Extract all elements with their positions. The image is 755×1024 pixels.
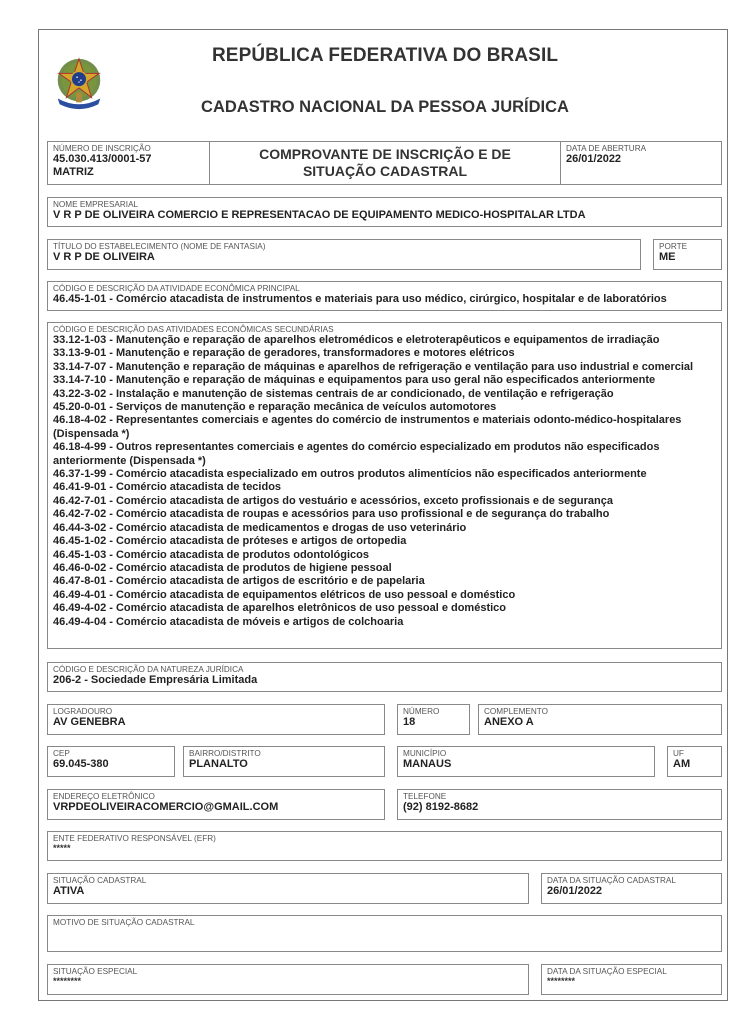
list-item: 46.49-4-04 - Comércio atacadista de móveis e artigos de colchoaria [53, 615, 404, 628]
situacao-especial-box [47, 964, 529, 995]
uf-label: UF [673, 749, 684, 758]
list-item: 46.42-7-02 - Comércio atacadista de roupas e acessórios para uso profissional e de segurança do trabalho [53, 508, 610, 521]
list-item: 46.46-0-02 - Comércio atacadista de produtos de higiene pessoal [53, 561, 392, 574]
atividade-principal-label: CÓDIGO E DESCRIÇÃO DA ATIVIDADE ECONÔMICA PRINCIPAL [53, 284, 300, 293]
list-item: 46.41-9-01 - Comércio atacadista de tecidos [53, 481, 282, 494]
titulo-value: V R P DE OLIVEIRA [53, 251, 155, 263]
bairro-box [183, 746, 385, 777]
complemento-value: ANEXO A [484, 716, 534, 728]
document-title: COMPROVANTE DE INSCRIÇÃO E DE SITUAÇÃO CADASTRAL [209, 141, 561, 185]
email-value: VRPDEOLIVEIRACOMERCIO@GMAIL.COM [53, 801, 279, 813]
complemento-box [478, 704, 722, 735]
page-subtitle: CADASTRO NACIONAL DA PESSOA JURÍDICA [201, 98, 569, 116]
atividades-secundarias-box [47, 322, 722, 649]
uf-box [667, 746, 722, 777]
logradouro-value: AV GENEBRA [53, 716, 126, 728]
numero-box [397, 704, 470, 735]
list-item: 33.12-1-03 - Manutenção e reparação de aparelhos eletromédicos e eletroterapêuticos e equipamentos de irradiação [53, 334, 660, 346]
abertura-value: 26/01/2022 [566, 153, 622, 165]
bairro-value: PLANALTO [189, 758, 248, 770]
telefone-box [397, 789, 722, 820]
numero-label: NÚMERO [403, 707, 440, 716]
email-label: ENDEREÇO ELETRÔNICO [53, 792, 155, 801]
abertura-box [560, 141, 722, 185]
list-item: 33.14-7-10 - Manutenção e reparação de máquinas e equipamentos para uso geral não especificados anteriormente [53, 374, 656, 387]
natureza-juridica-box [47, 662, 722, 692]
natureza-juridica-label: CÓDIGO E DESCRIÇÃO DA NATUREZA JURÍDICA [53, 665, 244, 674]
situacao-value: ATIVA [53, 885, 85, 897]
efr-label: ENTE FEDERATIVO RESPONSÁVEL (EFR) [53, 834, 216, 843]
cep-box [47, 746, 175, 777]
numero-value: 18 [403, 716, 416, 728]
data-situacao-label: DATA DA SITUAÇÃO CADASTRAL [547, 876, 676, 885]
municipio-value: MANAUS [403, 758, 452, 770]
telefone-value: (92) 8192-8682 [403, 801, 479, 813]
situacao-label: SITUAÇÃO CADASTRAL [53, 876, 147, 885]
list-item: 33.14-7-07 - Manutenção e reparação de máquinas e aparelhos de refrigeração e ventilação para uso industrial e comercial [53, 360, 694, 373]
data-situacao-especial-label: DATA DA SITUAÇÃO ESPECIAL [547, 967, 667, 976]
motivo-label: MOTIVO DE SITUAÇÃO CADASTRAL [53, 918, 195, 927]
list-item: 46.45-1-02 - Comércio atacadista de próteses e artigos de ortopedia [53, 535, 407, 548]
porte-value: ME [659, 251, 676, 263]
list-item: 46.45-1-03 - Comércio atacadista de produtos odontológicos [53, 548, 370, 561]
bairro-label: BAIRRO/DISTRITO [189, 749, 261, 758]
page-title: REPÚBLICA FEDERATIVA DO BRASIL [211, 45, 559, 66]
municipio-label: MUNICÍPIO [403, 749, 447, 758]
list-item: 46.47-8-01 - Comércio atacadista de artigos de escritório e de papelaria [53, 575, 425, 588]
cep-value: 69.045-380 [53, 758, 109, 770]
porte-label: PORTE [659, 242, 688, 251]
telefone-label: TELEFONE [403, 792, 447, 801]
inscricao-label: NÚMERO DE INSCRIÇÃO [53, 144, 151, 153]
titulo-label: TÍTULO DO ESTABELECIMENTO (NOME DE FANTASIA) [53, 242, 266, 251]
nome-empresarial-label: NOME EMPRESARIAL [53, 200, 139, 209]
situacao-especial-value: ******** [53, 976, 82, 986]
situacao-box [47, 873, 529, 904]
list-item: 46.49-4-02 - Comércio atacadista de aparelhos eletrônicos de uso pessoal e doméstico [53, 602, 507, 615]
titulo-box [47, 239, 641, 270]
cnpj-value: 45.030.413/0001-57 [53, 153, 152, 165]
municipio-box [397, 746, 655, 777]
list-item: 46.18-4-02 - Representantes comerciais e agentes do comércio de instrumentos e materiais odonto-médico-hospitalares (Dispensada *) [53, 414, 682, 440]
atividade-principal-value: 46.45-1-01 - Comércio atacadista de instrumentos e materiais para uso médico, cirúrgico, hospitalar e de laboratórios [53, 293, 667, 305]
list-item: 46.37-1-99 - Comércio atacadista especializado em outros produtos alimentícios não especificados anteriormente [53, 468, 647, 481]
inscricao-box [47, 141, 210, 185]
atividade-principal-box [47, 281, 722, 311]
natureza-juridica-value: 206-2 - Sociedade Empresária Limitada [53, 674, 258, 686]
brazil-coat-of-arms-icon [50, 54, 108, 112]
email-box [47, 789, 385, 820]
motivo-box [47, 915, 722, 952]
data-situacao-especial-value: ******** [547, 976, 576, 986]
complemento-label: COMPLEMENTO [484, 707, 548, 716]
atividades-secundarias-list [53, 334, 716, 629]
data-situacao-value: 26/01/2022 [547, 885, 603, 897]
efr-value: ***** [53, 843, 71, 853]
logradouro-label: LOGRADOURO [53, 707, 113, 716]
nome-empresarial-value: V R P DE OLIVEIRA COMERCIO E REPRESENTACAO DE EQUIPAMENTO MEDICO-HOSPITALAR LTDA [53, 209, 586, 221]
list-item: 33.13-9-01 - Manutenção e reparação de geradores, transformadores e motores elétricos [53, 347, 515, 360]
abertura-label: DATA DE ABERTURA [566, 144, 647, 153]
list-item: 45.20-0-01 - Serviços de manutenção e reparação mecânica de veículos automotores [53, 401, 497, 414]
list-item: 43.22-3-02 - Instalação e manutenção de sistemas centrais de ar condicionado, de ventilação e refrigeração [53, 387, 614, 400]
tipo-value: MATRIZ [53, 166, 94, 179]
list-item: 46.42-7-01 - Comércio atacadista de artigos do vestuário e acessórios, exceto profissionais e de segurança [53, 494, 614, 507]
list-item: 46.18-4-99 - Outros representantes comerciais e agentes do comércio especializado em produtos não especificados anteriormente (Dispensada *) [53, 441, 660, 467]
cep-label: CEP [53, 749, 70, 758]
data-situacao-box [541, 873, 722, 904]
logradouro-box [47, 704, 385, 735]
data-situacao-especial-box [541, 964, 722, 995]
atividades-secundarias-label: CÓDIGO E DESCRIÇÃO DAS ATIVIDADES ECONÔMICAS SECUNDÁRIAS [53, 325, 334, 334]
situacao-especial-label: SITUAÇÃO ESPECIAL [53, 967, 138, 976]
list-item: 46.49-4-01 - Comércio atacadista de equipamentos elétricos de uso pessoal e doméstico [53, 588, 516, 601]
uf-value: AM [673, 758, 691, 770]
efr-box [47, 831, 722, 861]
nome-empresarial-box [47, 197, 722, 227]
list-item: 46.44-3-02 - Comércio atacadista de medicamentos e drogas de uso veterinário [53, 521, 467, 534]
porte-box [653, 239, 722, 270]
